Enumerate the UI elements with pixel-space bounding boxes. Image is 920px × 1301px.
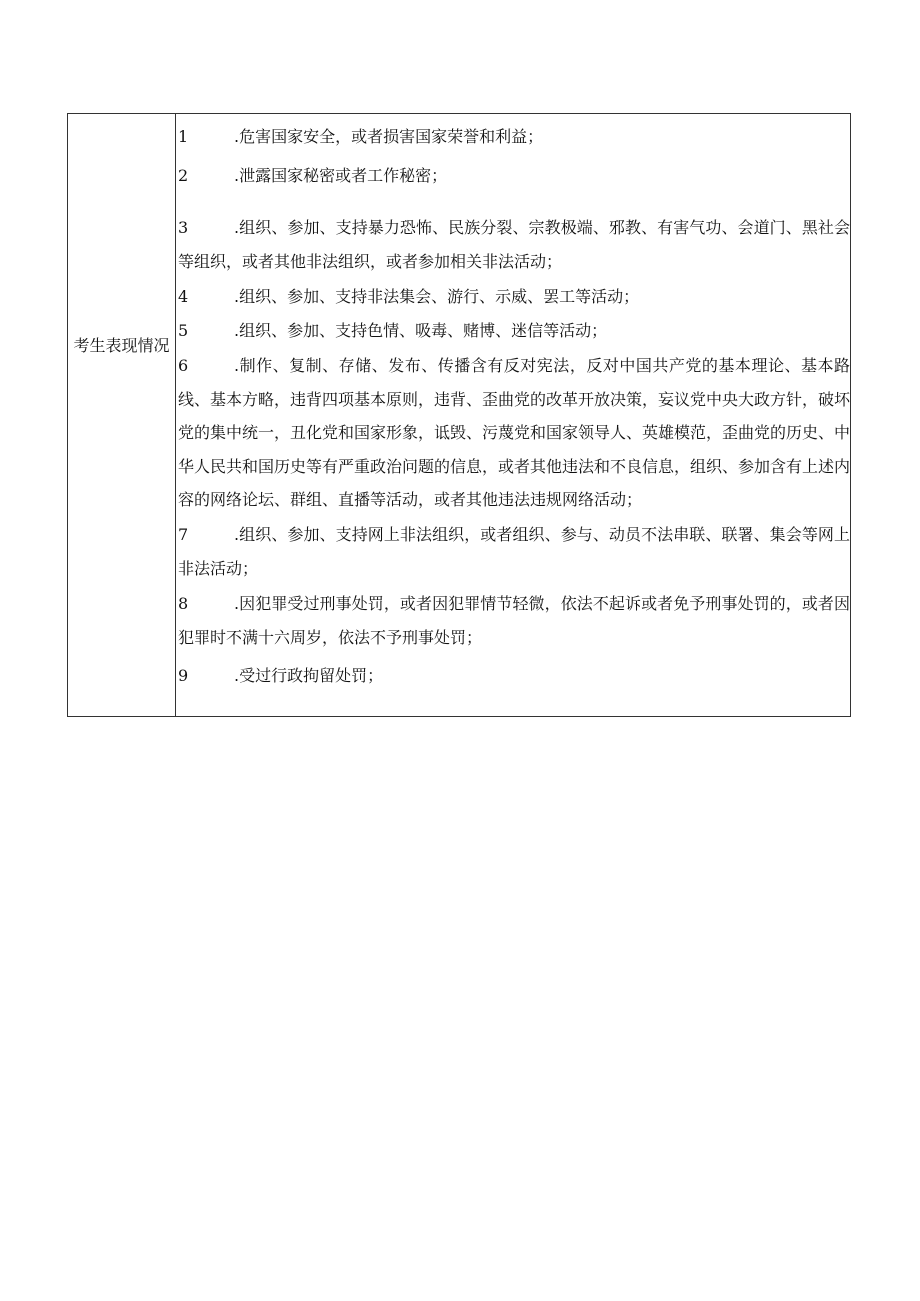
list-item xyxy=(178,314,850,348)
item-text: .因犯罪受过刑事处罚，或者因犯罪情节轻微，依法不起诉或者免予刑事处罚的，或者因犯罪时不满十六周岁，依法不予刑事处罚； xyxy=(178,594,850,647)
list-item xyxy=(178,518,850,585)
item-text: .组织、参加、支持色情、吸毒、赌博、迷信等活动； xyxy=(234,321,608,340)
item-text: .泄露国家秘密或者工作秘密； xyxy=(234,166,448,185)
list-item xyxy=(178,159,850,193)
item-text: .组织、参加、支持网上非法组织，或者组织、参与、动员不法串联、联署、集会等网上非法活动； xyxy=(178,525,850,578)
conduct-list xyxy=(176,114,850,716)
item-text: .受过行政拘留处罚； xyxy=(234,666,384,685)
list-item xyxy=(178,211,850,278)
list-item xyxy=(178,280,850,314)
item-number: 8 xyxy=(178,594,189,613)
item-number: 3 xyxy=(178,218,189,237)
item-number: 1 xyxy=(178,127,189,146)
list-item xyxy=(178,120,850,154)
list-item xyxy=(178,659,850,693)
conduct-table xyxy=(67,113,851,717)
item-text: .危害国家安全，或者损害国家荣誉和利益； xyxy=(234,127,544,146)
item-number: 9 xyxy=(178,666,189,685)
row-label: 考生表现情况 xyxy=(68,114,176,716)
list-item xyxy=(178,349,850,517)
item-number: 6 xyxy=(178,356,189,375)
item-number: 7 xyxy=(178,525,189,544)
item-text: .组织、参加、支持暴力恐怖、民族分裂、宗教极端、邪教、有害气功、会道门、黑社会等组织，或者其他非法组织，或者参加相关非法活动； xyxy=(178,218,850,271)
item-text: .组织、参加、支持非法集会、游行、示威、罢工等活动； xyxy=(234,287,640,306)
item-number: 2 xyxy=(178,166,189,185)
list-item xyxy=(178,587,850,654)
item-number: 4 xyxy=(178,287,189,306)
item-text: .制作、复制、存储、发布、传播含有反对宪法，反对中国共产党的基本理论、基本路线、基本方略，违背四项基本原则，违背、歪曲党的改革开放决策，妄议党中央大政方针，破坏党的集中统一，丑化党和国家形象，诋毁、污蔑党和国家领导人、英雄模范，歪曲党的历史、中华人民共和国历史等有严重政治问题的信息，或者其他违法和不良信息，组织、参加含有上述内容的网络论坛、群组、直播等活动，或者其他违法违规网络活动； xyxy=(178,356,851,509)
item-number: 5 xyxy=(178,321,189,340)
